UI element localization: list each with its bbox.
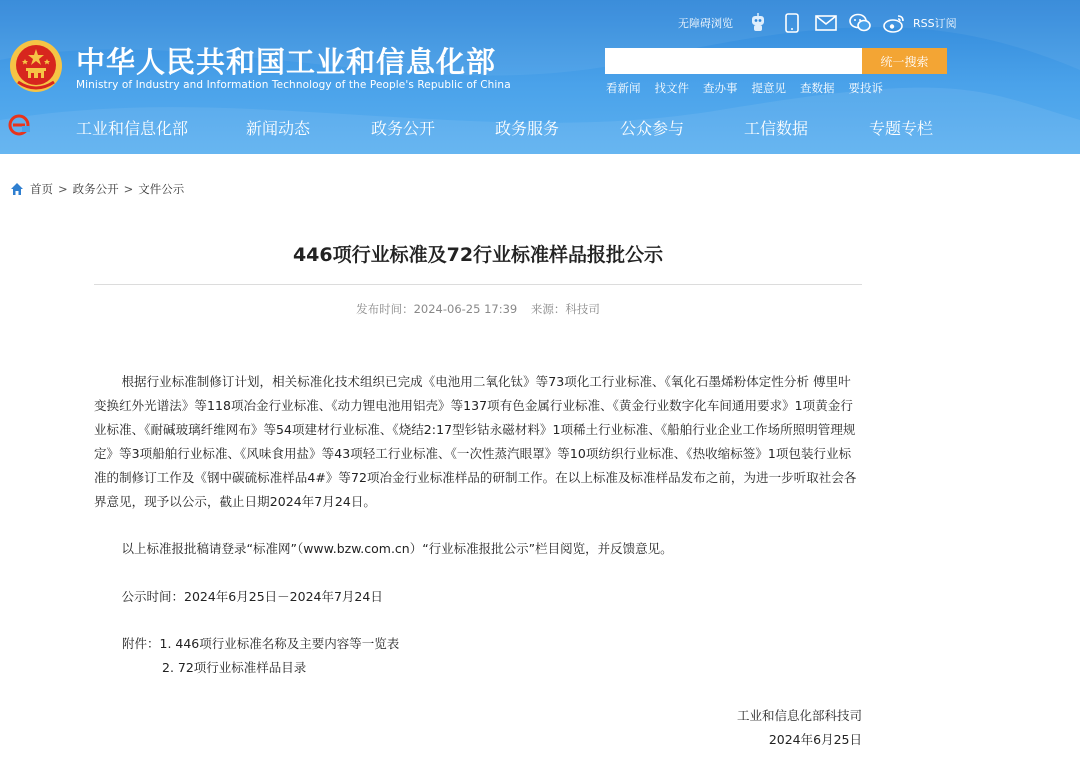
- site-subtitle: Ministry of Industry and Information Technology of the People's Republic of China: [76, 79, 511, 91]
- article-paragraph: 根据行业标准制修订计划，相关标准化技术组织已完成《电池用二氧化钛》等73项化工行业标准、《氧化石墨烯粉体定性分析 傅里叶变换红外光谱法》等118项冶金行业标准、《动力锂电池用铝壳》等137项有色金属行业标准、《黄金行业数字化车间通用要求》1项黄金行业标准、《耐碱玻璃纤维网布》等54项建材行业标准、《烧结2:17型钐钴永磁材料》1项稀土行业标准、《船舶行业企业工作场所照明管理规定》等3项船舶行业标准、《风味食用盐》等43项轻工行业标准、《一次性蒸汽眼罩》等10项纺织行业标准、《热收缩标签》1项包装行业标准的制修订工作及《钢中碳硫标准样品4#》等72项冶金行业标准样品的研制工作。在以上标准及标准样品发布之前，为进一步听取社会各界意见，现予以公示，截止日期2024年7月24日。: [94, 374, 857, 509]
- article-paragraph: 以上标准报批稿请登录“标准网”（www.bzw.com.cn）“行业标准报批公示”栏目阅览，并反馈意见。: [121, 541, 673, 556]
- quick-links: [606, 80, 897, 96]
- title-divider: [94, 284, 862, 285]
- e-logo-icon[interactable]: [8, 114, 30, 136]
- breadcrumb: [10, 181, 184, 197]
- robot-icon[interactable]: [747, 12, 769, 34]
- breadcrumb-file-notice[interactable]: 文件公示: [138, 182, 185, 196]
- breadcrumb-home[interactable]: 首页: [30, 182, 53, 196]
- mail-icon[interactable]: [815, 12, 837, 34]
- national-emblem-icon: [8, 38, 64, 94]
- main-nav: [0, 104, 1080, 148]
- article-meta: [94, 301, 862, 317]
- article-paragraph: 公示时间：2024年6月25日－2024年7月24日: [121, 589, 383, 604]
- rss-link[interactable]: RSS订阅: [913, 17, 957, 30]
- nav-item-news[interactable]: 新闻动态: [246, 119, 311, 138]
- mobile-icon[interactable]: [781, 12, 803, 34]
- signature-organization: 工业和信息化部科技司: [736, 708, 862, 723]
- top-links-bar: [678, 12, 957, 34]
- quick-link-complaint[interactable]: 要投诉: [848, 81, 883, 95]
- nav-item-gov-affairs[interactable]: 政务公开: [371, 119, 436, 138]
- attachment-link-1[interactable]: 附件：1. 446项行业标准名称及主要内容等一览表: [122, 636, 400, 651]
- breadcrumb-separator: >: [58, 182, 68, 196]
- accessible-browsing-link[interactable]: 无障碍浏览: [678, 17, 733, 30]
- signature-date: 2024年6月25日: [768, 732, 862, 747]
- quick-link-feedback[interactable]: 提意见: [751, 81, 786, 95]
- weibo-icon[interactable]: [883, 12, 905, 34]
- home-icon: [10, 182, 24, 196]
- search-button[interactable]: 统一搜索: [862, 48, 947, 74]
- site-title[interactable]: 中华人民共和国工业和信息化部: [76, 45, 497, 79]
- nav-item-data[interactable]: 工信数据: [744, 119, 809, 138]
- quick-link-documents[interactable]: 找文件: [654, 81, 689, 95]
- breadcrumb-separator: >: [123, 182, 134, 196]
- nav-item-gov-services[interactable]: 政务服务: [495, 119, 560, 138]
- article-title: 446项行业标准及72行业标准样品报批公示: [292, 244, 664, 266]
- nav-item-public-participation[interactable]: 公众参与: [620, 119, 685, 138]
- quick-link-data[interactable]: 查数据: [800, 81, 835, 95]
- publish-time: 发布时间：2024-06-25 17:39: [356, 302, 518, 316]
- nav-item-special-topics[interactable]: 专题专栏: [869, 119, 934, 138]
- site-header: [0, 0, 1080, 154]
- article-source: 来源：科技司: [530, 302, 600, 316]
- quick-link-services[interactable]: 查办事: [703, 81, 738, 95]
- search-input[interactable]: [605, 48, 862, 74]
- quick-link-news[interactable]: 看新闻: [606, 81, 641, 95]
- nav-item-ministry[interactable]: 工业和信息化部: [76, 119, 189, 138]
- breadcrumb-gov-affairs[interactable]: 政务公开: [72, 182, 119, 196]
- wechat-icon[interactable]: [849, 12, 871, 34]
- attachment-link-2[interactable]: 2. 72项行业标准样品目录: [162, 660, 307, 675]
